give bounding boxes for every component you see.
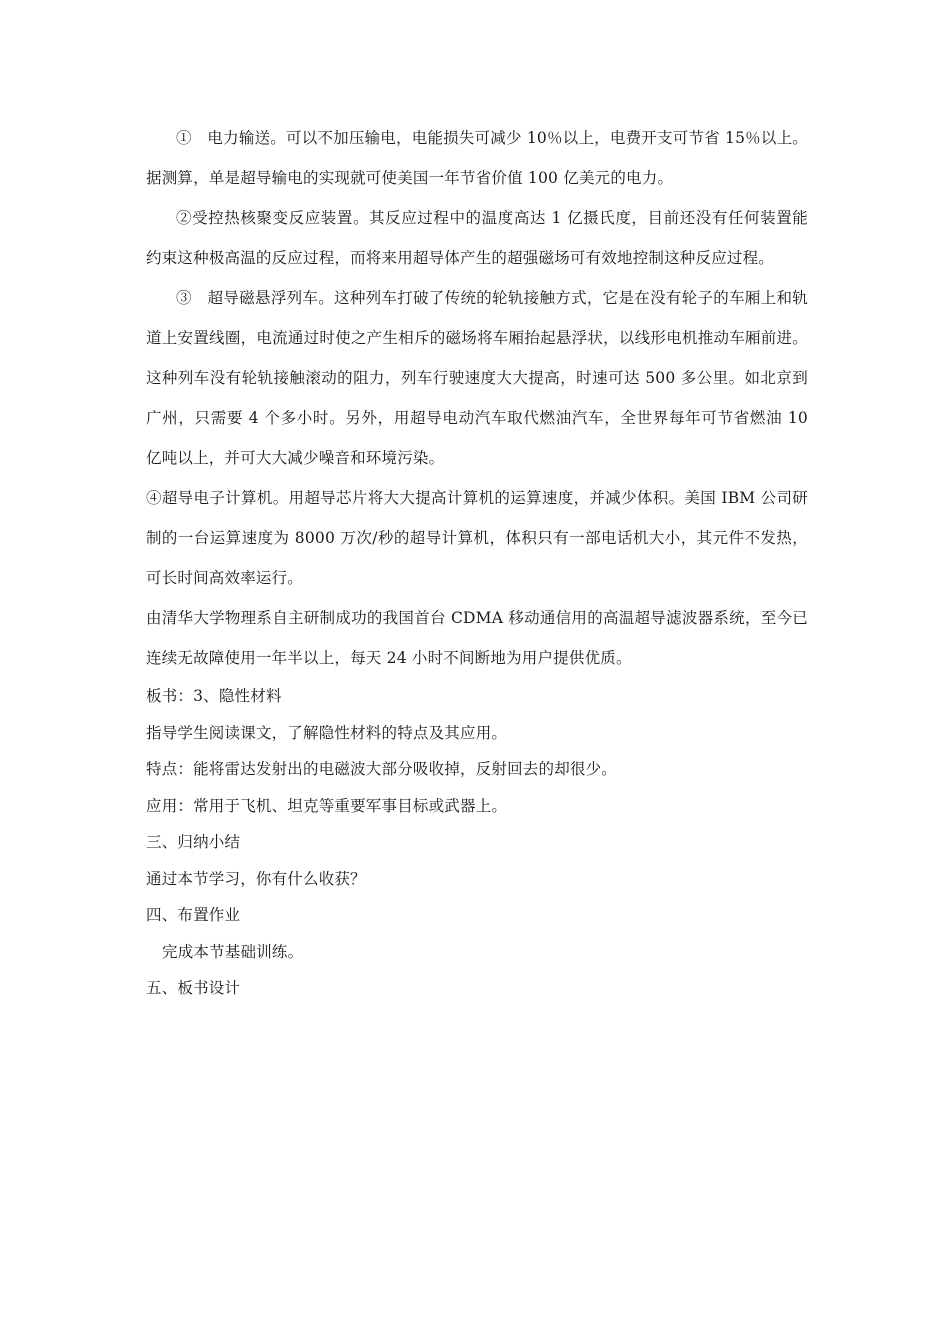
- paragraph-board-stealth-material: 板书：3、隐性材料: [146, 687, 282, 705]
- paragraph-homework-task: 完成本节基础训练。: [162, 942, 304, 961]
- paragraph-tsinghua-filter: 由清华大学物理系自主研制成功的我国首台 CDMA 移动通信用的高温超导滤波器系统，至今已连续无故障使用一年半以上，每天 24 小时不间断地为用户提供优质。: [146, 609, 808, 667]
- paragraph-reading-guidance: 指导学生阅读课文，了解隐性材料的特点及其应用。: [146, 723, 508, 742]
- paragraph-summary-question: 通过本节学习，你有什么收获？: [146, 869, 366, 888]
- paragraph-features: 特点：能将雷达发射出的电磁波大部分吸收掉，反射回去的却很少。: [146, 760, 618, 778]
- paragraph-superconducting-computer: ④超导电子计算机。用超导芯片将大大提高计算机的运算速度，并减少体积。美国 IBM 公司研制的一台运算速度为 8000 万次/秒的超导计算机，体积只有一部电话机大小，其元件不发热，可长时间高效率运行。: [146, 489, 808, 587]
- heading-summary: 三、归纳小结: [146, 833, 241, 851]
- paragraph-power-transmission: ① 电力输送。可以不加压输电，电能损失可减少 10％以上，电费开支可节省 15％以上。据测算，单是超导输电的实现就可使美国一年节省价值 100 亿美元的电力。: [146, 129, 808, 187]
- paragraph-fusion-device: ②受控热核聚变反应装置。其反应过程中的温度高达 1 亿摄氏度，目前还没有任何装置能约束这种极高温的反应过程，而将来用超导体产生的超强磁场可有效地控制这种反应过程。: [146, 209, 808, 267]
- heading-homework: 四、布置作业: [146, 906, 241, 924]
- paragraph-applications: 应用：常用于飞机、坦克等重要军事目标或武器上。: [146, 796, 508, 815]
- heading-board-design: 五、板书设计: [146, 979, 241, 997]
- document-body: [146, 118, 808, 1007]
- paragraph-maglev-train: ③ 超导磁悬浮列车。这种列车打破了传统的轮轨接触方式，它是在没有轮子的车厢上和轨道上安置线圈，电流通过时使之产生相斥的磁场将车厢抬起悬浮状，以线形电机推动车厢前进。这种列车没有轮轨接触滚动的阻力，列车行驶速度大大提高，时速可达 500 多公里。如北京到广州，只需要 4 个多小时。另外，用超导电动汽车取代燃油汽车，全世界每年可节省燃油 10 亿吨以上，并可大大减少噪音和环境污染。: [146, 289, 808, 467]
